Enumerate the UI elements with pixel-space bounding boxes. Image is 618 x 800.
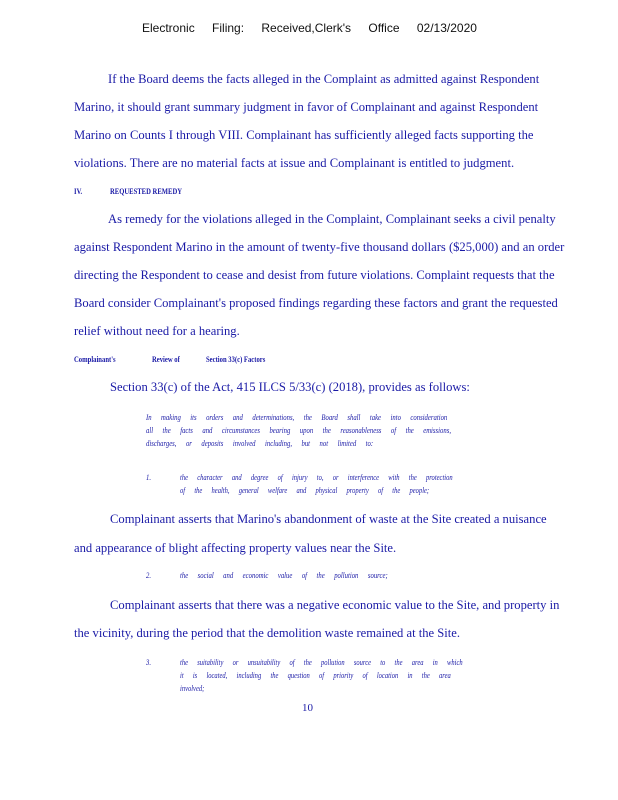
- quote-line: of the health, general welfare and physical property of the people;: [180, 485, 430, 495]
- header-part: 02/13/2020: [416, 21, 477, 35]
- body-text-line: Marino on Counts I through VIII. Complainant has sufficiently alleged facts supporting the: [74, 128, 534, 142]
- body-text-line: As remedy for the violations alleged in the Complaint, Complainant seeks a civil penalty: [108, 212, 556, 226]
- body-text-line: relief without need for a hearing.: [74, 324, 240, 338]
- body-text-line: against Respondent Marino in the amount of twenty-five thousand dollars ($25,000) and an order: [74, 240, 565, 254]
- quote-line: involved;: [180, 683, 205, 693]
- quote-line: it is located, including the question of priority of location in the area: [180, 670, 451, 680]
- section-title: REQUESTED REMEDY: [110, 186, 183, 196]
- item-number: 1.: [146, 472, 152, 482]
- quote-line: discharges, or deposits involved including, but not limited to:: [146, 438, 374, 448]
- body-text-line: Complainant asserts that Marino's abandonment of waste at the Site created a nuisance: [110, 512, 547, 526]
- section33-intro: Section 33(c) of the Act, 415 ILCS 5/33(c) (2018), provides as follows:: [110, 380, 470, 394]
- subheading-part: Section 33(c) Factors: [206, 354, 266, 364]
- body-text-line: Board consider Complainant's proposed findings regarding these factors and grant the requested: [74, 296, 558, 310]
- section-number: IV.: [74, 186, 83, 196]
- quote-line: the character and degree of injury to, or interference with the protection: [180, 472, 453, 482]
- body-text-line: and appearance of blight affecting property values near the Site.: [74, 541, 397, 555]
- item-number: 3.: [146, 657, 152, 667]
- quote-line: the suitability or unsuitability of the pollution source to the area in which: [180, 657, 463, 667]
- body-text-line: If the Board deems the facts alleged in the Complaint as admitted against Respondent: [108, 72, 540, 86]
- body-text-line: the vicinity, during the period that the demolition waste remained at the Site.: [74, 626, 460, 640]
- filing-stamp-header: [142, 21, 491, 35]
- header-part: Received,Clerk's: [261, 21, 352, 35]
- header-part: Electronic: [142, 21, 195, 35]
- quote-line: the social and economic value of the pollution source;: [180, 570, 388, 580]
- quote-line: all the facts and circumstances bearing upon the reasonableness of the emissions,: [146, 425, 451, 435]
- body-text-line: Complainant asserts that there was a negative economic value to the Site, and property in: [110, 598, 560, 612]
- header-part: Office: [368, 21, 400, 35]
- subheading-part: Complainant's: [74, 354, 116, 364]
- body-text-line: directing the Respondent to cease and desist from future violations. Complaint requests that the: [74, 268, 555, 282]
- header-part: Filing:: [212, 21, 245, 35]
- item-number: 2.: [146, 570, 152, 580]
- page-number: 10: [302, 702, 313, 714]
- body-text-line: violations. There are no material facts at issue and Complainant is entitled to judgment.: [74, 156, 515, 170]
- quote-line: In making its orders and determinations, the Board shall take into consideration: [146, 412, 448, 422]
- body-text-line: Marino, it should grant summary judgment in favor of Complainant and against Respondent: [74, 100, 539, 114]
- subheading-part: Review of: [152, 354, 180, 364]
